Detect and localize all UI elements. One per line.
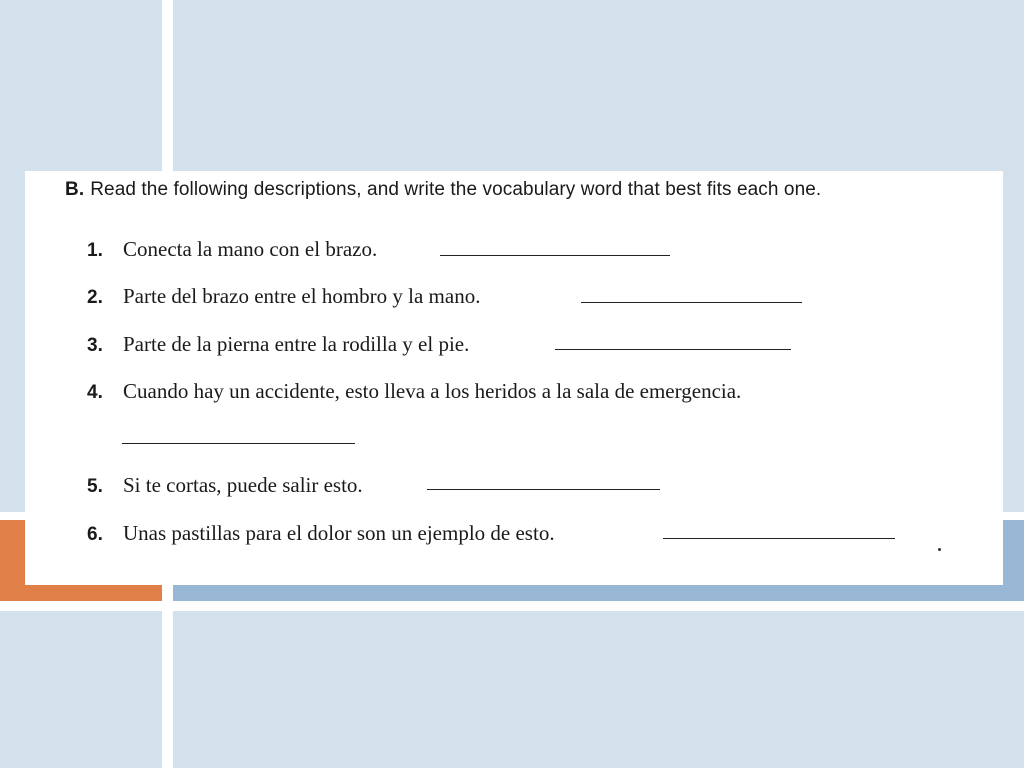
answer-blank-6[interactable]: [663, 538, 895, 539]
answer-blank-4[interactable]: [122, 443, 355, 444]
question-text: Si te cortas, puede salir esto.: [123, 473, 363, 497]
question-text: Unas pastillas para el dolor son un ejemplo de esto.: [123, 521, 555, 545]
question-5: [87, 473, 363, 498]
question-text: Parte de la pierna entre la rodilla y el pie.: [123, 332, 470, 356]
answer-blank-2[interactable]: [581, 302, 802, 303]
question-1: [87, 237, 377, 262]
answer-blank-5[interactable]: [427, 489, 660, 490]
section-heading: [65, 179, 821, 201]
question-4: [87, 379, 741, 404]
section-instructions: Read the following descriptions, and write the vocabulary word that best fits each one.: [90, 179, 822, 200]
question-2: [87, 284, 480, 309]
question-text: Conecta la mano con el brazo.: [123, 237, 378, 261]
answer-blank-1[interactable]: [440, 255, 670, 256]
question-number: 5.: [87, 476, 103, 497]
worksheet-scan: [25, 171, 1003, 585]
question-number: 4.: [87, 382, 103, 403]
question-text: Parte del brazo entre el hombro y la mano.: [123, 284, 481, 308]
scan-speck: [938, 548, 941, 551]
question-number: 6.: [87, 524, 103, 545]
slide-divider-horizontal: [0, 601, 1024, 611]
section-letter: B.: [65, 179, 85, 200]
answer-blank-3[interactable]: [555, 349, 791, 350]
question-number: 2.: [87, 287, 103, 308]
question-3: [87, 332, 469, 357]
question-number: 1.: [87, 240, 103, 261]
question-number: 3.: [87, 335, 103, 356]
question-text: Cuando hay un accidente, esto lleva a los heridos a la sala de emergencia.: [123, 379, 742, 403]
question-6: [87, 521, 555, 546]
